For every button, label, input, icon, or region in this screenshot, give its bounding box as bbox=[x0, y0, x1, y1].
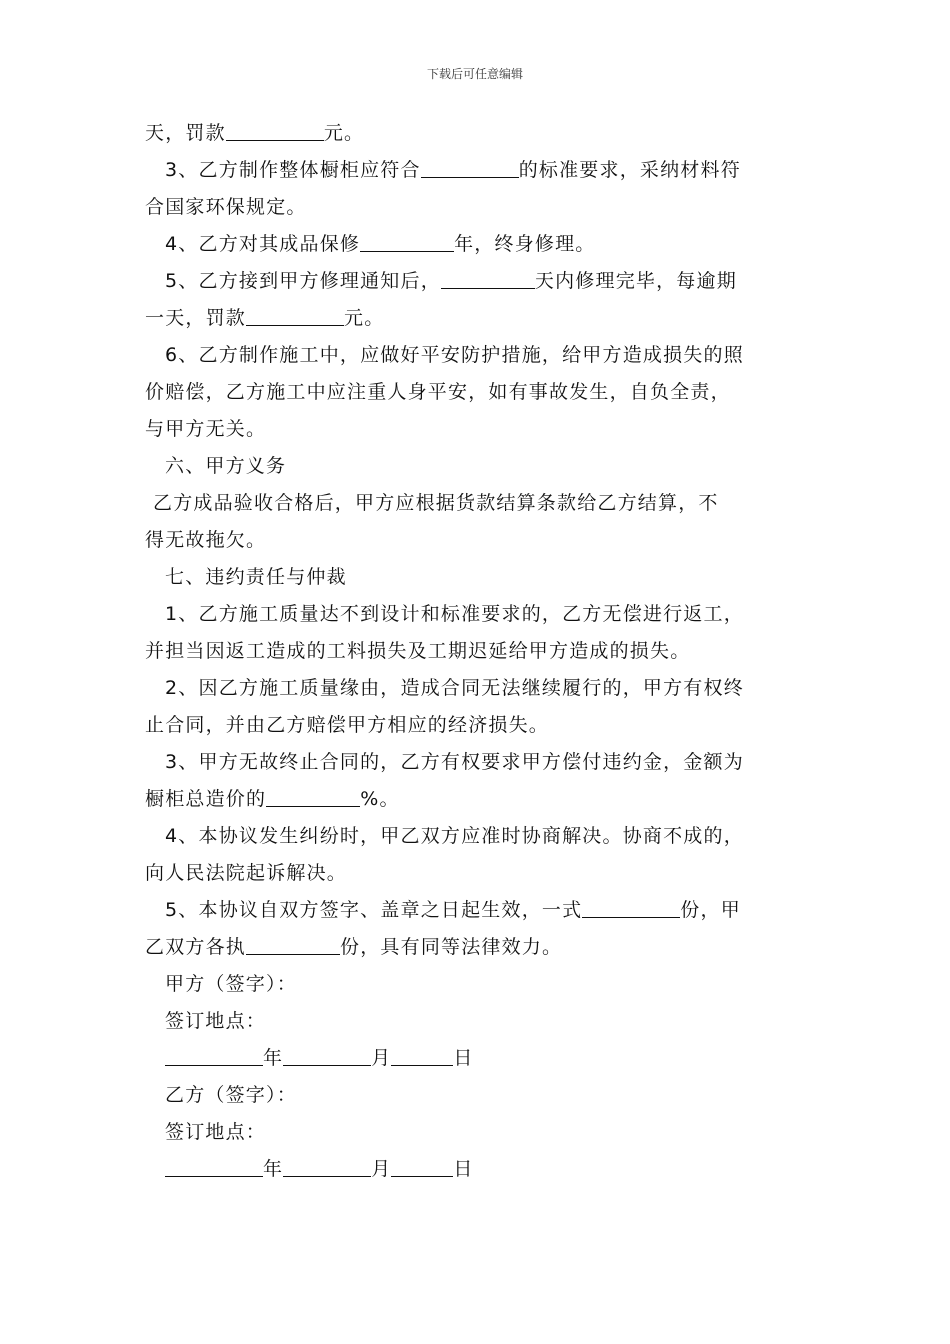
fill-blank[interactable] bbox=[246, 301, 344, 326]
month-blank[interactable] bbox=[283, 1152, 371, 1177]
paragraph-line: 合国家环保规定。 bbox=[145, 196, 307, 218]
paragraph-line: 乙双方各执 份，具有同等法律效力。 bbox=[145, 929, 815, 966]
paragraph-line: 并担当因返工造成的工料损失及工期迟延给甲方造成的损失。 bbox=[145, 640, 691, 662]
paragraph-line: 3、乙方制作整体橱柜应符合 的标准要求，采纳材料符 bbox=[145, 152, 815, 189]
paragraph-line: 4、乙方对其成品保修 年，终身修理。 bbox=[145, 226, 815, 263]
paragraph-line: 5、乙方接到甲方修理通知后， 天内修理完毕，每逾期 bbox=[145, 263, 815, 300]
paragraph-line: 3、甲方无故终止合同的，乙方有权要求甲方偿付违约金，金额为 bbox=[165, 751, 744, 773]
paragraph-line: 一天，罚款 元。 bbox=[145, 300, 815, 337]
paragraph-line: 橱柜总造价的 %。 bbox=[145, 781, 815, 818]
section-heading: 七、违约责任与仲裁 bbox=[165, 566, 347, 588]
month-blank[interactable] bbox=[283, 1041, 371, 1066]
paragraph-line: 与甲方无关。 bbox=[145, 418, 267, 440]
paragraph-line: 5、本协议自双方签字、盖章之日起生效，一式 份，甲 bbox=[145, 892, 815, 929]
paragraph-line: 6、乙方制作施工中，应做好平安防护措施，给甲方造成损失的照 bbox=[165, 344, 744, 366]
fill-blank[interactable] bbox=[441, 264, 535, 289]
fill-blank[interactable] bbox=[360, 227, 454, 252]
party-b-date-line: 年 月 日 bbox=[145, 1151, 815, 1188]
paragraph-line: 1、乙方施工质量达不到设计和标准要求的，乙方无偿进行返工， bbox=[165, 603, 744, 625]
party-a-signature-label: 甲方（签字）： bbox=[165, 973, 297, 995]
document-body bbox=[145, 115, 815, 1188]
paragraph-line: 止合同，并由乙方赔偿甲方相应的经济损失。 bbox=[145, 714, 550, 736]
fill-blank[interactable] bbox=[246, 930, 340, 955]
day-blank[interactable] bbox=[391, 1152, 453, 1177]
fill-blank[interactable] bbox=[582, 893, 680, 918]
year-blank[interactable] bbox=[165, 1041, 263, 1066]
paragraph-line: 得无故拖欠。 bbox=[145, 529, 267, 551]
fill-blank[interactable] bbox=[226, 116, 324, 141]
paragraph-line: 4、本协议发生纠纷时，甲乙双方应准时协商解决。协商不成的， bbox=[165, 825, 744, 847]
paragraph-line: 向人民法院起诉解决。 bbox=[145, 862, 348, 884]
party-b-signature-label: 乙方（签字）： bbox=[165, 1084, 297, 1106]
party-a-date-line: 年 月 日 bbox=[145, 1040, 815, 1077]
page-header: 下载后可任意编辑 bbox=[426, 67, 523, 81]
party-b-place-label: 签订地点： bbox=[165, 1121, 267, 1143]
fill-blank[interactable] bbox=[266, 782, 360, 807]
fill-blank[interactable] bbox=[421, 153, 519, 178]
day-blank[interactable] bbox=[391, 1041, 453, 1066]
year-blank[interactable] bbox=[165, 1152, 263, 1177]
paragraph-line: 乙方成品验收合格后，甲方应根据货款结算条款给乙方结算，不 bbox=[153, 492, 719, 514]
paragraph-line: 价赔偿，乙方施工中应注重人身平安，如有事故发生，自负全责， bbox=[145, 381, 731, 403]
paragraph-line: 天，罚款 元。 bbox=[145, 115, 815, 152]
section-heading: 六、甲方义务 bbox=[165, 455, 287, 477]
party-a-place-label: 签订地点： bbox=[165, 1010, 267, 1032]
paragraph-line: 2、因乙方施工质量缘由，造成合同无法继续履行的，甲方有权终 bbox=[165, 677, 744, 699]
